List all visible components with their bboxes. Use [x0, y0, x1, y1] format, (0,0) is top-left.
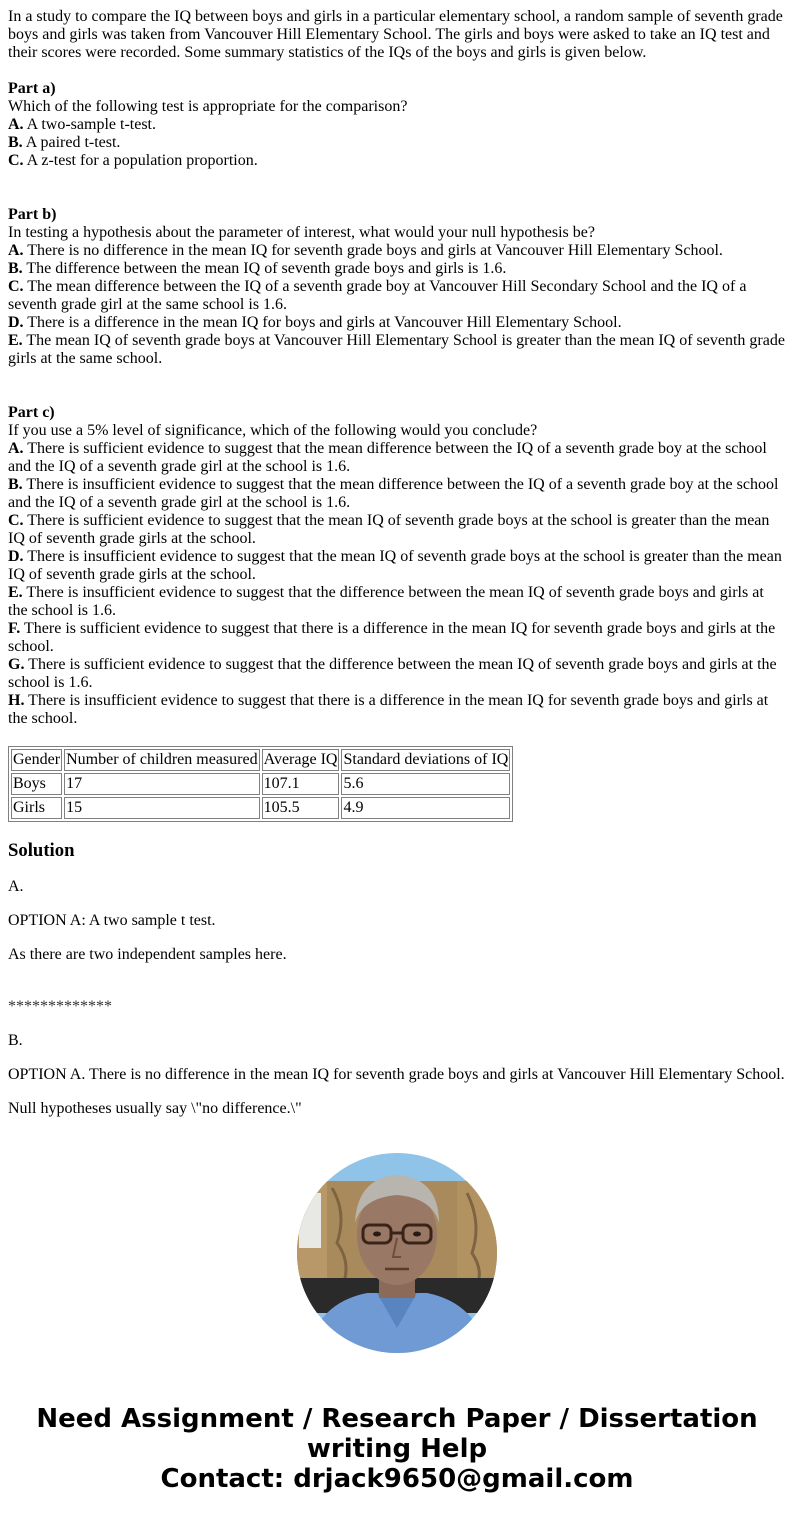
cell-average: 107.1: [262, 773, 340, 795]
part-b-option-d: D. There is a difference in the mean IQ for boys and girls at Vancouver Hill Elementary School.: [8, 314, 622, 331]
part-c-option-b: B. There is insufficient evidence to suggest that the mean difference between the IQ of a seventh grade boy at the school and the IQ of a seventh grade girl at the school is 1.6.: [8, 476, 779, 511]
cell-average: 105.5: [262, 797, 340, 819]
part-b-question: In testing a hypothesis about the parameter of interest, what would your null hypothesis be?: [8, 224, 595, 241]
solution-a-label: A.: [8, 878, 24, 895]
solution-heading: Solution: [8, 840, 75, 861]
promo-banner: [0, 1404, 794, 1494]
header-number-measured: Number of children measured: [64, 749, 259, 771]
spacer: [8, 368, 786, 404]
part-b-title: Part b): [8, 206, 57, 223]
cell-gender: Boys: [11, 773, 62, 795]
solution-a-answer: OPTION A: A two sample t test.: [8, 912, 216, 929]
header-gender: Gender: [11, 749, 62, 771]
part-c-option-f: F. There is sufficient evidence to suggest that there is a difference in the mean IQ for seventh grade boys and girls at the school.: [8, 620, 776, 655]
part-c-option-d: D. There is insufficient evidence to suggest that the mean IQ of seventh grade boys at the school is greater than the mean IQ of seventh grade girls at the school.: [8, 548, 782, 583]
part-c-question: If you use a 5% level of significance, which of the following would you conclude?: [8, 422, 538, 439]
part-b: [8, 206, 786, 368]
part-b-option-b: B. The difference between the mean IQ of seventh grade boys and girls is 1.6.: [8, 260, 507, 277]
solution-b-reason: Null hypotheses usually say \"no difference.\": [8, 1100, 302, 1117]
promo-line-2: writing Help: [306, 1434, 488, 1464]
table-header-row: [11, 749, 510, 771]
table-row: [11, 797, 510, 819]
part-c-option-h: H. There is insufficient evidence to suggest that there is a difference in the mean IQ for seventh grade boys and girls at the school.: [8, 692, 769, 727]
header-std-dev-iq: Standard deviations of IQ: [341, 749, 510, 771]
part-a-option-a: A. A two-sample t-test.: [8, 116, 156, 133]
cell-std-dev: 4.9: [341, 797, 510, 819]
cell-gender: Girls: [11, 797, 62, 819]
part-c-option-e: E. There is insufficient evidence to suggest that the difference between the mean IQ of seventh grade boys and girls at the school is 1.6.: [8, 584, 764, 619]
part-a-option-b: B. A paired t-test.: [8, 134, 121, 151]
spacer: [8, 170, 786, 206]
solution-b-label: B.: [8, 1032, 23, 1049]
part-a-option-c: C. A z-test for a population proportion.: [8, 152, 258, 169]
stats-table-wrapper: [8, 746, 786, 822]
header-average-iq: Average IQ: [262, 749, 340, 771]
table-row: [11, 773, 510, 795]
solution-separator: *************: [8, 998, 112, 1015]
cell-number: 17: [64, 773, 259, 795]
part-b-option-a: A. There is no difference in the mean IQ for seventh grade boys and girls at Vancouver Hill Elementary School.: [8, 242, 723, 259]
person-portrait-icon: [297, 1153, 497, 1353]
author-avatar: [297, 1153, 497, 1353]
part-c-option-g: G. There is sufficient evidence to suggest that the difference between the mean IQ of seventh grade boys and girls at the school is 1.6.: [8, 656, 777, 691]
part-c-option-a: A. There is sufficient evidence to suggest that the mean difference between the IQ of a seventh grade boy at the school and the IQ of a seventh grade girl at the school is 1.6.: [8, 440, 767, 475]
part-b-option-c: C. The mean difference between the IQ of a seventh grade boy at Vancouver Hill Secondary School and the IQ of a seventh grade girl at the same school is 1.6.: [8, 278, 747, 313]
part-c-option-c: C. There is sufficient evidence to suggest that the mean IQ of seventh grade boys at the school is greater than the mean IQ of seventh grade girls at the school.: [8, 512, 770, 547]
summary-statistics-table: [8, 746, 513, 822]
part-c: [8, 404, 786, 728]
part-a-question: Which of the following test is appropriate for the comparison?: [8, 98, 408, 115]
cell-number: 15: [64, 797, 259, 819]
promo-contact: Contact: drjack9650@gmail.com: [160, 1464, 634, 1494]
solution-body: [8, 878, 786, 1118]
solution-b-answer: OPTION A. There is no difference in the mean IQ for seventh grade boys and girls at Vancouver Hill Elementary School.: [8, 1066, 785, 1083]
part-a-title: Part a): [8, 80, 56, 97]
cell-std-dev: 5.6: [341, 773, 510, 795]
solution-a-reason: As there are two independent samples here.: [8, 946, 287, 963]
part-b-option-e: E. The mean IQ of seventh grade boys at Vancouver Hill Elementary School is greater than the mean IQ of seventh grade girls at the same school.: [8, 332, 785, 367]
intro-paragraph: In a study to compare the IQ between boys and girls in a particular elementary school, a random sample of seventh grade boys and girls was taken from Vancouver Hill Elementary School. The girls and boys were asked to take an IQ test and their scores were recorded. Some summary statistics of the IQs of the boys and girls is given below.: [8, 8, 783, 61]
part-c-title: Part c): [8, 404, 55, 421]
part-a: [8, 80, 786, 170]
promo-line-1: Need Assignment / Research Paper / Dissertation: [36, 1404, 758, 1434]
